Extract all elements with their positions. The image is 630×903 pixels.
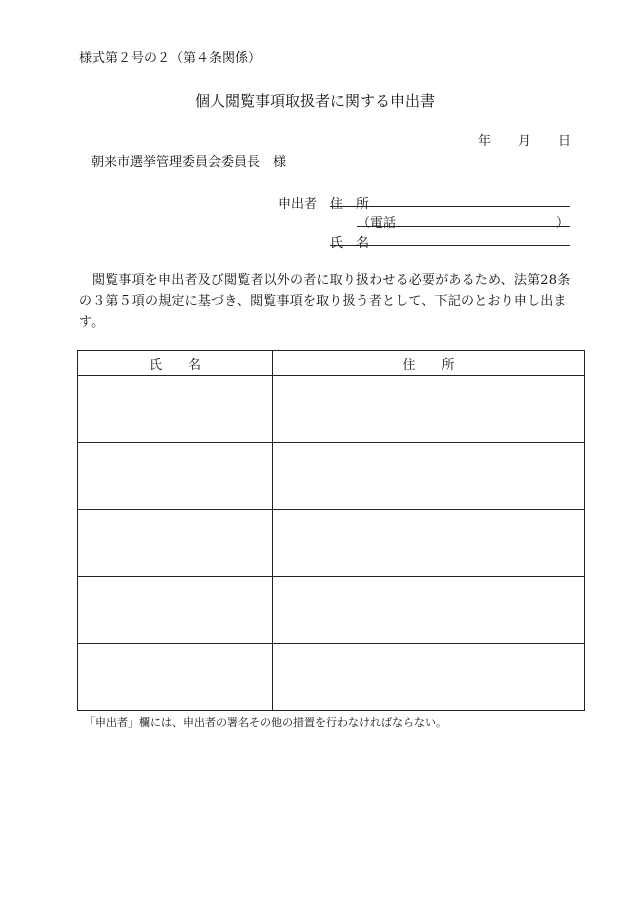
phone-field-line[interactable] [357, 212, 570, 227]
table-row [78, 577, 585, 644]
footnote: 「申出者」欄には、申出者の署名その他の措置を行わなければならない。 [84, 716, 447, 729]
address-column-header: 住 所 [273, 351, 585, 376]
address-cell[interactable] [273, 577, 585, 644]
name-cell[interactable] [78, 577, 273, 644]
name-label: 氏 名 [330, 236, 370, 251]
date-day-label: 日 [558, 134, 572, 149]
address-label: 住 所 [330, 197, 370, 212]
applicant-label: 申出者 [278, 197, 318, 212]
phone-label: （電話 [357, 216, 397, 231]
table-row [78, 443, 585, 510]
document-title: 個人閲覧事項取扱者に関する申出書 [194, 92, 435, 110]
address-cell[interactable] [273, 443, 585, 510]
address-cell[interactable] [273, 510, 585, 577]
date-month-label: 月 [518, 134, 532, 149]
table-row [78, 510, 585, 577]
body-text: 閲覧事項を申出者及び閲覧者以外の者に取り扱わせる必要があるため、法第28条の３第５項の規定に基づき、閲覧事項を取り扱う者として、下記のとおり申し出ます。 [79, 273, 571, 330]
address-field-line[interactable] [330, 192, 570, 207]
table-row [78, 644, 585, 711]
name-cell[interactable] [78, 443, 273, 510]
address-cell[interactable] [273, 644, 585, 711]
address-cell[interactable] [273, 376, 585, 443]
name-field-line[interactable] [330, 231, 570, 246]
name-cell[interactable] [78, 376, 273, 443]
handler-table [77, 350, 585, 711]
form-number: 様式第２号の２（第４条関係） [79, 51, 262, 66]
name-cell[interactable] [78, 644, 273, 711]
addressee: 朝来市選挙管理委員会委員長 様 [91, 155, 287, 170]
table-header-row [78, 351, 585, 376]
phone-close-paren: ） [556, 216, 570, 231]
name-column-header: 氏 名 [78, 351, 273, 376]
table-row [78, 376, 585, 443]
name-cell[interactable] [78, 510, 273, 577]
date-year-label: 年 [478, 134, 492, 149]
